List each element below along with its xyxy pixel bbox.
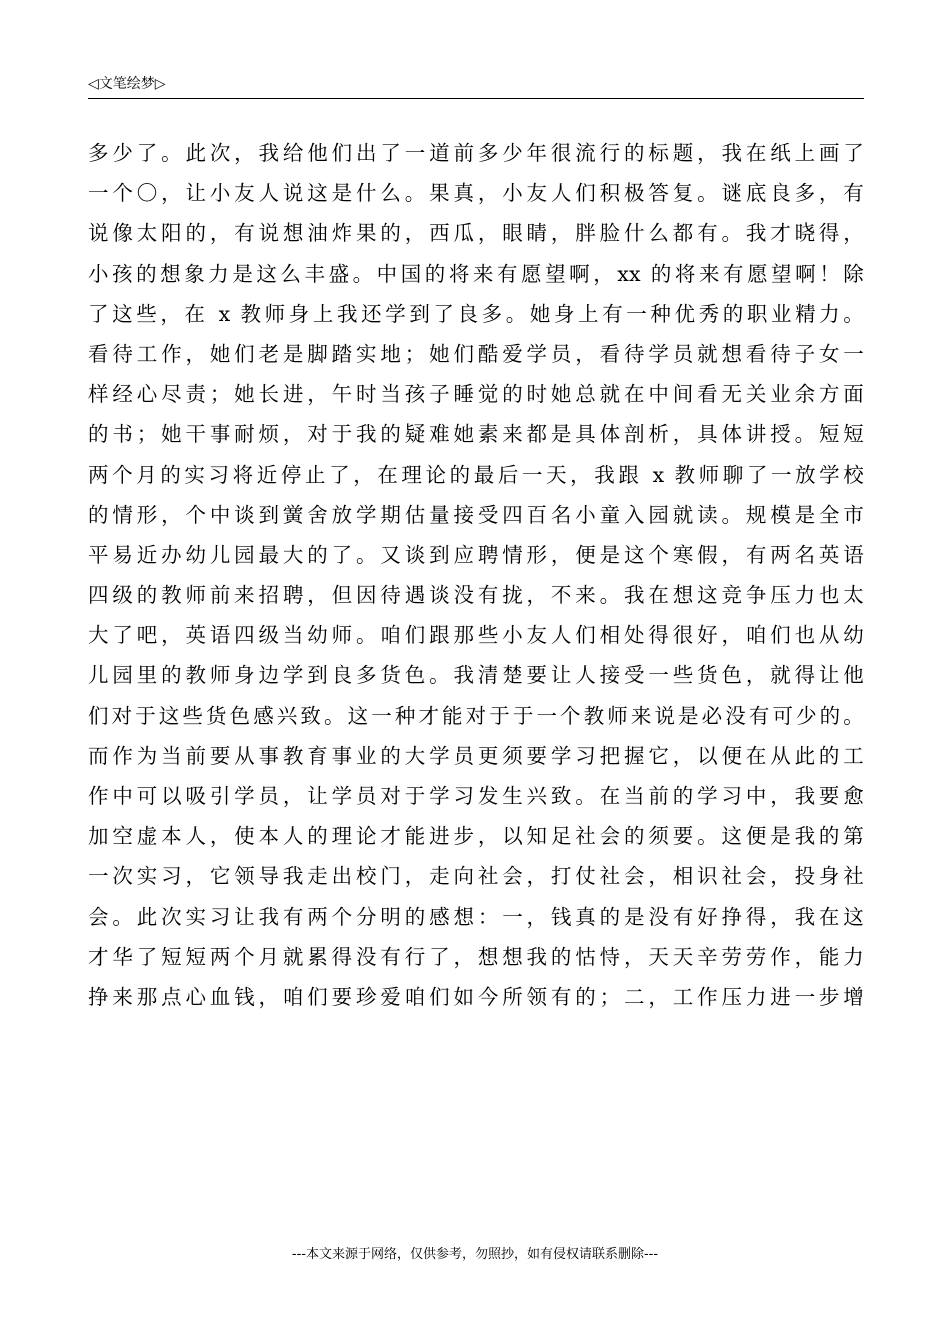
body-line: 看待工作，她们老是脚踏实地；她们酷爱学员，看待学员就想看待子女一 bbox=[88, 341, 864, 366]
document-body bbox=[88, 133, 864, 1017]
body-line: 了这些，在 x 教师身上我还学到了良多。她身上有一种优秀的职业精力。 bbox=[88, 301, 864, 326]
body-line: 大了吧，英语四级当幼师。咱们跟那些小友人们相处得很好，咱们也从幼 bbox=[88, 623, 864, 648]
body-line: 一个〇，让小友人说这是什么。果真，小友人们积极答复。谜底良多，有 bbox=[88, 181, 864, 206]
body-line: 儿园里的教师身边学到良多货色。我清楚要让人接受一些货色，就得让他 bbox=[88, 663, 864, 688]
body-line: 小孩的想象力是这么丰盛。中国的将来有愿望啊，xx 的将来有愿望啊！除 bbox=[88, 261, 864, 286]
body-line: 挣来那点心血钱，咱们要珍爱咱们如今所领有的；二，工作压力进一步增 bbox=[88, 984, 864, 1009]
body-line: 们对于这些货色感兴致。这一种才能对于于一个教师来说是必没有可少的。 bbox=[88, 703, 864, 728]
page-footer: ---本文来源于网络，仅供参考，勿照抄，如有侵权请联系删除--- bbox=[291, 1247, 659, 1262]
body-line: 才华了短短两个月就累得没有行了，想想我的怙恃，天天辛劳劳作，能力 bbox=[88, 944, 864, 969]
body-line: 作中可以吸引学员，让学员对于学习发生兴致。在当前的学习中，我要愈 bbox=[88, 784, 864, 808]
body-line: 的情形，个中谈到黉舍放学期估量接受四百名小童入园就读。规模是全市 bbox=[88, 502, 864, 527]
body-line: 样经心尽责；她长进，午时当孩子睡觉的时她总就在中间看无关业余方面 bbox=[88, 382, 864, 407]
body-line: 平易近办幼儿园最大的了。又谈到应聘情形，便是这个寒假，有两名英语 bbox=[88, 542, 864, 567]
body-line: 加空虚本人，使本人的理论才能进步，以知足社会的须要。这便是我的第 bbox=[88, 824, 864, 849]
body-line: 而作为当前要从事教育事业的大学员更须要学习把握它，以便在从此的工 bbox=[88, 743, 864, 768]
header-title: ◁文笔绘梦▷ bbox=[88, 76, 166, 92]
body-line: 四级的教师前来招聘，但因待遇谈没有拢，不来。我在想这竞争压力也太 bbox=[88, 583, 864, 608]
body-line: 多少了。此次，我给他们出了一道前多少年很流行的标题，我在纸上画了 bbox=[88, 141, 864, 165]
body-line: 说像太阳的，有说想油炸果的，西瓜，眼睛，胖脸什么都有。我才晓得， bbox=[88, 221, 864, 246]
body-line: 的书；她干事耐烦，对于我的疑难她素来都是具体剖析，具体讲授。短短 bbox=[88, 422, 864, 447]
body-line: 会。此次实习让我有两个分明的感想：一，钱真的是没有好挣得，我在这 bbox=[88, 904, 864, 929]
page-header bbox=[88, 72, 864, 99]
body-line: 一次实习，它领导我走出校门，走向社会，打仗社会，相识社会，投身社 bbox=[88, 864, 864, 889]
body-line: 两个月的实习将近停止了，在理论的最后一天，我跟 x 教师聊了一放学校 bbox=[88, 462, 864, 487]
